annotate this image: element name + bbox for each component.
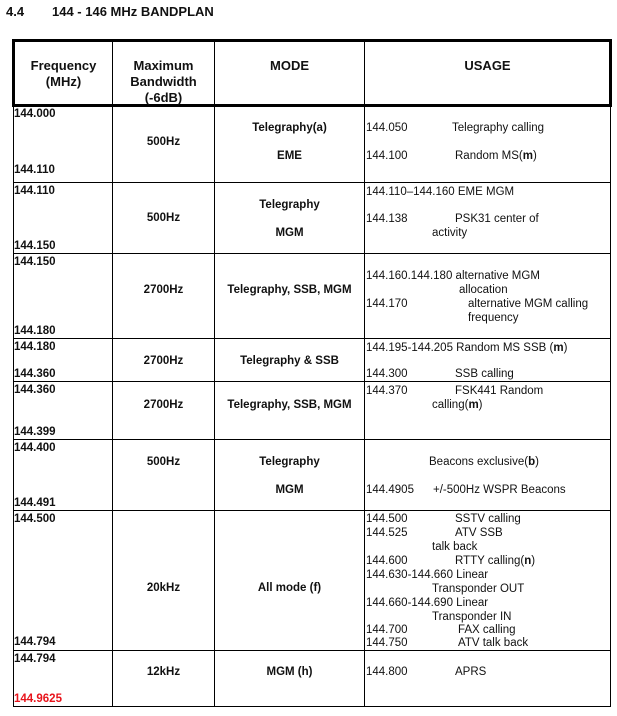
freq-end: 144.360 xyxy=(14,368,56,380)
freq-start: 144.400 xyxy=(14,442,56,454)
usage-freq: 144.500 xyxy=(366,513,408,525)
usage-text: Random MS(m) xyxy=(455,150,537,162)
freq-end: 144.491 xyxy=(14,497,56,509)
usage-text: ATV talk back xyxy=(458,637,529,649)
freq-end: 144.399 xyxy=(14,426,56,438)
usage-freq: 144.300 xyxy=(366,368,408,380)
section-number: 4.4 xyxy=(6,4,25,19)
freq-end: 144.180 xyxy=(14,325,56,337)
bandwidth: 2700Hz xyxy=(143,399,184,411)
row-divider xyxy=(13,381,611,382)
usage-text: FSK441 Random xyxy=(455,385,544,397)
col-divider-3 xyxy=(364,40,365,707)
mode: Telegraphy, SSB, MGM xyxy=(227,284,352,296)
freq-start: 144.794 xyxy=(14,653,56,665)
header-mode: MODE xyxy=(270,58,309,73)
mode: Telegraphy & SSB xyxy=(240,355,339,367)
freq-start: 144.150 xyxy=(14,256,56,268)
row-divider xyxy=(13,650,611,651)
usage-text-cont: frequency xyxy=(468,312,519,324)
freq-end-highlighted: 144.9625 xyxy=(14,693,62,705)
usage-text: PSK31 center of xyxy=(455,213,539,225)
freq-end: 144.110 xyxy=(14,164,55,176)
mode: EME xyxy=(277,150,302,162)
usage-text-cont: activity xyxy=(432,227,468,239)
section-heading xyxy=(6,4,214,19)
usage-freq: 144.600 xyxy=(366,555,408,567)
row-divider xyxy=(13,182,611,183)
footnote-ref: m xyxy=(553,342,564,354)
freq-start: 144.000 xyxy=(14,108,56,120)
header-frequency-line1: Frequency xyxy=(30,58,97,73)
usage-text: ATV SSB xyxy=(455,527,503,539)
usage-freq: 144.700 xyxy=(366,624,408,636)
usage-freq: 144.170 xyxy=(366,298,408,310)
bandwidth: 12kHz xyxy=(146,666,181,678)
freq-end: 144.794 xyxy=(14,636,56,648)
bandwidth: 2700Hz xyxy=(143,355,184,367)
footnote-ref: m xyxy=(468,399,479,411)
table-border-right xyxy=(610,105,611,707)
header-frequency xyxy=(15,58,112,90)
usage-entry: 144.160.144.180 alternative MGM xyxy=(366,270,540,282)
row-divider xyxy=(13,253,611,254)
mode: All mode (f) xyxy=(257,582,322,594)
footnote-ref: b xyxy=(528,456,536,468)
usage-freq: 144.525 xyxy=(366,527,408,539)
freq-end: 144.150 xyxy=(14,240,56,252)
usage-freq: 144.800 xyxy=(366,666,408,678)
usage-text: SSB calling xyxy=(455,368,514,380)
usage-text-cont: calling(m) xyxy=(432,399,483,411)
section-title: 144 - 146 MHz BANDPLAN xyxy=(52,4,214,19)
mode: MGM xyxy=(275,484,304,496)
bandwidth: 2700Hz xyxy=(143,284,184,296)
col-divider-2 xyxy=(214,40,215,707)
usage-text: SSTV calling xyxy=(455,513,521,525)
mode: Telegraphy xyxy=(259,199,320,211)
freq-start: 144.500 xyxy=(14,513,56,525)
usage-entry: 144.195-144.205 Random MS SSB (m) xyxy=(366,342,568,354)
usage-text-cont: Transponder OUT xyxy=(432,583,525,595)
usage-entry: 144.630-144.660 Linear xyxy=(366,569,489,581)
header-usage: USAGE xyxy=(464,58,511,73)
header-bandwidth-line2: Bandwidth xyxy=(130,74,197,89)
usage-text-cont: talk back xyxy=(432,541,478,553)
usage-entry: 144.660-144.690 Linear xyxy=(366,597,489,609)
usage-text: alternative MGM calling xyxy=(468,298,589,310)
header-border-bottom xyxy=(12,104,612,107)
mode: Telegraphy, SSB, MGM xyxy=(227,399,352,411)
usage-text: +/-500Hz WSPR Beacons xyxy=(433,484,566,496)
bandwidth: 500Hz xyxy=(146,212,181,224)
header-bandwidth-line3: (-6dB) xyxy=(144,90,183,105)
row-divider xyxy=(13,510,611,511)
mode: MGM (h) xyxy=(266,666,313,678)
usage-text: FAX calling xyxy=(458,624,516,636)
usage-freq: 144.370 xyxy=(366,385,408,397)
usage-text-cont: Transponder IN xyxy=(432,611,512,623)
freq-start: 144.180 xyxy=(14,341,56,353)
footnote-ref: n xyxy=(524,555,532,567)
usage-freq: 144.050 xyxy=(366,122,408,134)
header-bandwidth-line1: Maximum xyxy=(133,58,194,73)
table-border-bottom xyxy=(13,706,611,707)
freq-start: 144.360 xyxy=(14,384,56,396)
usage-text: Beacons exclusive(b) xyxy=(429,456,539,468)
usage-freq: 144.138 xyxy=(366,213,408,225)
usage-freq: 144.750 xyxy=(366,637,408,649)
row-divider xyxy=(13,338,611,339)
usage-text: RTTY calling(n) xyxy=(455,555,536,567)
mode: Telegraphy(a) xyxy=(252,122,327,134)
mode: MGM xyxy=(275,227,304,239)
table-border-top xyxy=(12,39,612,42)
bandwidth: 500Hz xyxy=(146,136,181,148)
footnote-ref: m xyxy=(522,150,533,162)
bandwidth: 20kHz xyxy=(146,582,181,594)
freq-start: 144.110 xyxy=(14,185,55,197)
usage-text: APRS xyxy=(455,666,487,678)
usage-text: Telegraphy calling xyxy=(452,122,545,134)
usage-text-cont: allocation xyxy=(459,284,508,296)
usage-entry: 144.110–144.160 EME MGM xyxy=(366,186,515,198)
header-bandwidth xyxy=(113,58,214,106)
usage-freq: 144.4905 xyxy=(366,484,414,496)
row-divider xyxy=(13,439,611,440)
bandwidth: 500Hz xyxy=(146,456,181,468)
usage-freq: 144.100 xyxy=(366,150,408,162)
header-frequency-line2: (MHz) xyxy=(45,74,82,89)
mode: Telegraphy xyxy=(259,456,320,468)
